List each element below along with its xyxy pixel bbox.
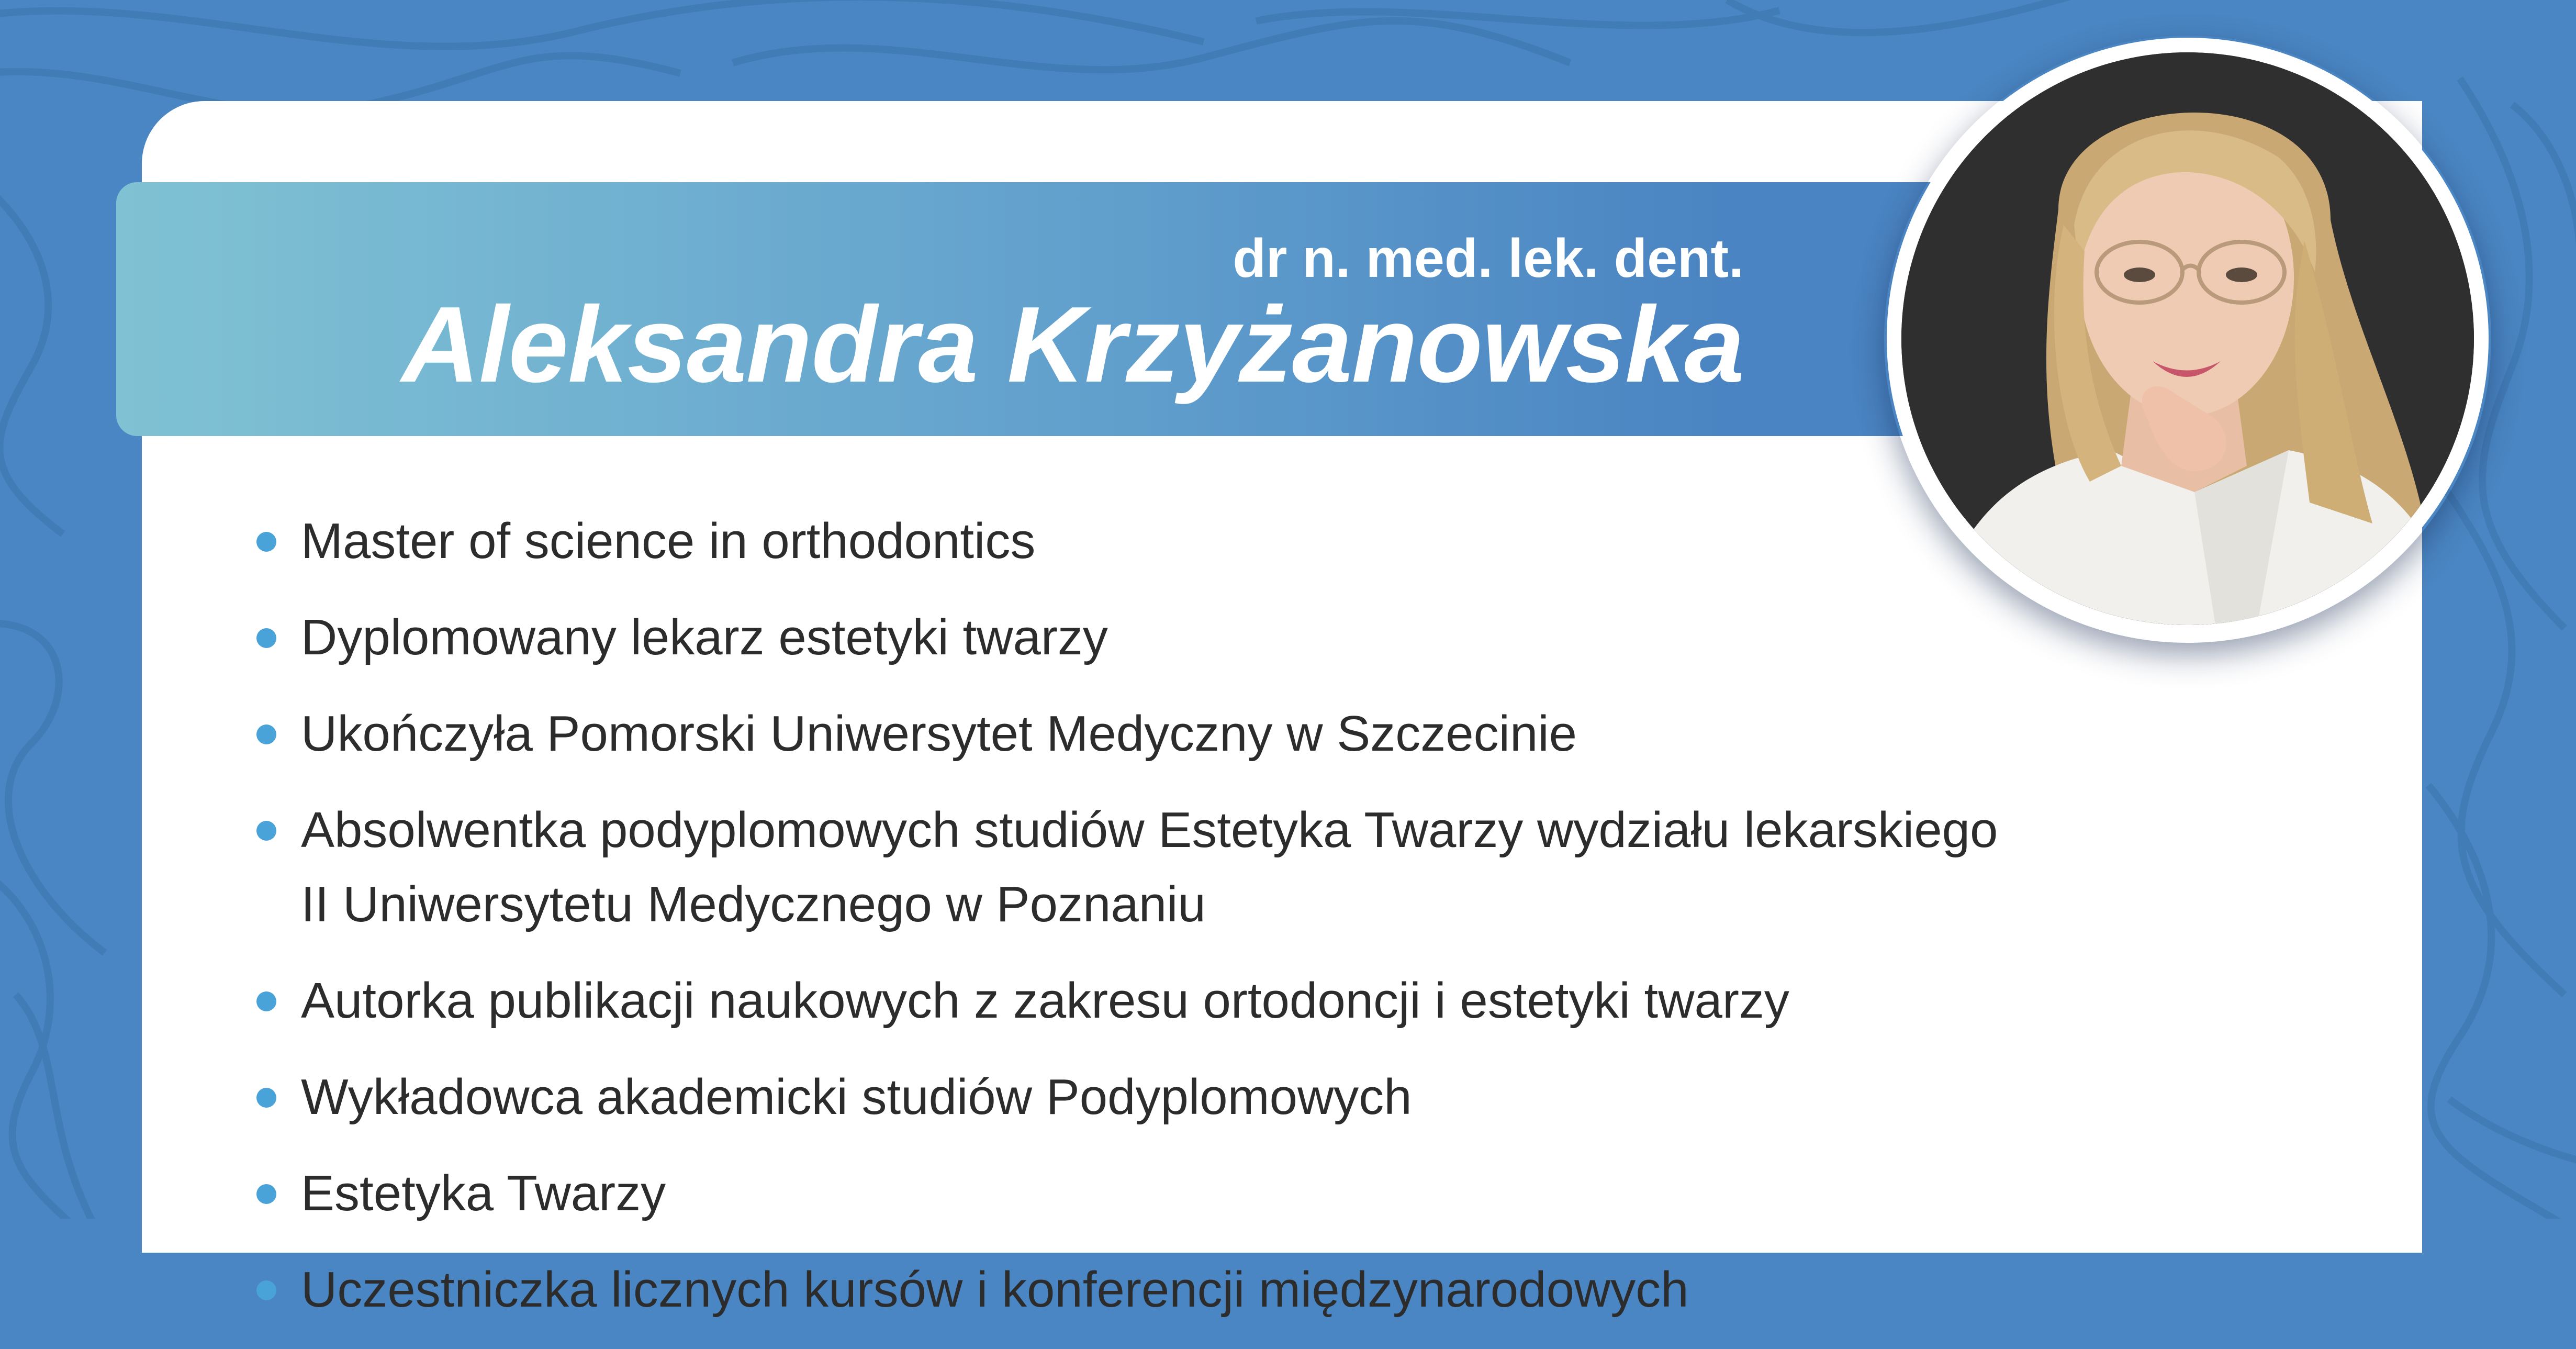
list-item [256, 1060, 1998, 1134]
list-item [256, 697, 1998, 771]
qualifications-list [256, 504, 1998, 1349]
list-item-text: Autorka publikacji naukowych z zakresu ortodoncji i estetyki twarzy [301, 973, 1789, 1029]
list-item-text-continued: II Uniwersytetu Medycznego w Poznaniu [301, 876, 1206, 932]
list-item-text: Dyplomowany lekarz estetyki twarzy [301, 609, 1108, 665]
list-item-text: Uczestniczka licznych kursów i konferencji międzynarodowych [301, 1262, 1689, 1318]
academic-title: dr n. med. lek. dent. [1233, 228, 1744, 289]
bullet-icon [256, 1184, 276, 1204]
list-item-text: Absolwentka podyplomowych studiów Estetyka Twarzy wydziału lekarskiego [301, 802, 1998, 858]
person-name: Aleksandra Krzyżanowska [401, 284, 1744, 405]
list-item-text: Ukończyła Pomorski Uniwersytet Medyczny w Szczecinie [301, 706, 1577, 762]
list-item-text: Wykładowca akademicki studiów Podyplomowych [301, 1069, 1412, 1125]
list-item [256, 600, 1998, 675]
bullet-icon [256, 991, 276, 1011]
bullet-icon [256, 1280, 276, 1300]
bullet-icon [256, 821, 276, 841]
list-item-text: Estetyka Twarzy [301, 1165, 666, 1221]
bullet-icon [256, 1088, 276, 1108]
list-item [256, 1253, 1998, 1327]
list-item [256, 504, 1998, 578]
bullet-icon [256, 628, 276, 648]
list-item [256, 1156, 1998, 1231]
bullet-icon [256, 532, 276, 552]
list-item [256, 964, 1998, 1038]
bullet-icon [256, 724, 276, 744]
list-item [256, 793, 1998, 942]
list-item-text: Master of science in orthodontics [301, 513, 1036, 569]
